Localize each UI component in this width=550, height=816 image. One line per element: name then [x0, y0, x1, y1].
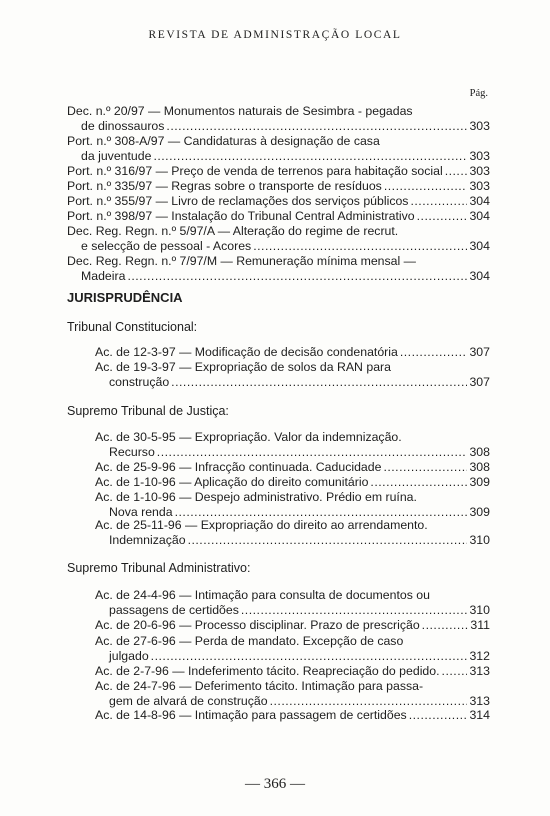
- entry-page-number: 313: [469, 694, 490, 708]
- entry-text: Port. n.º 308-A/97 — Candidaturas à designação de casa: [67, 134, 380, 148]
- dot-leader: [384, 179, 468, 194]
- page-number: — 366 —: [245, 776, 305, 792]
- entry-page-number: 314: [469, 708, 490, 722]
- entry-page-number: 303: [469, 164, 490, 178]
- entry-page-number: 310: [469, 603, 490, 617]
- dot-leader: [253, 239, 467, 254]
- entry-text: Ac. de 24-4-96 — Intimação para consulta de documentos ou: [95, 588, 430, 602]
- entry-text: construção: [109, 375, 170, 389]
- dot-leader: [270, 694, 468, 709]
- dot-leader: [442, 664, 468, 679]
- page-column-label: Pág.: [469, 88, 488, 99]
- dot-leader: [127, 269, 467, 284]
- entry-text: Dec. Reg. Regn. n.º 7/97/M — Remuneração mínima mensal —: [67, 254, 416, 268]
- dot-leader: [241, 603, 468, 618]
- section-title-jurisprudencia: JURISPRUDÊNCIA: [67, 290, 183, 305]
- entry-text: Ac. de 1-10-96 — Aplicação do direito comunitário: [95, 475, 369, 489]
- entry-page-number: 309: [469, 505, 490, 519]
- entry-text: julgado: [109, 649, 149, 663]
- dot-leader: [422, 618, 468, 633]
- dot-leader: [151, 649, 468, 664]
- entry-page-number: 310: [469, 533, 490, 547]
- ruling-entry: [95, 430, 490, 460]
- legislation-entry: [67, 104, 490, 134]
- entry-page-number: 303: [469, 179, 490, 193]
- entry-text: Ac. de 14-8-96 — Intimação para passagem de certidões: [95, 708, 407, 722]
- entry-text: Ac. de 25-9-96 — Infracção continuada. Caducidade: [95, 460, 382, 474]
- entry-text: Ac. de 30-5-95 — Expropriação. Valor da indemnização.: [95, 430, 402, 444]
- entry-text: Port. n.º 316/97 — Preço de venda de terrenos para habitação social: [67, 164, 443, 178]
- ruling-entry: [95, 475, 490, 490]
- entry-text: Dec. n.º 20/97 — Monumentos naturais de Sesimbra - pegadas: [67, 104, 413, 118]
- entry-text: Ac. de 27-6-96 — Perda de mandato. Excepção de caso: [95, 634, 404, 648]
- legislation-entry: [67, 179, 490, 194]
- dot-leader: [400, 345, 468, 360]
- court-name: Supremo Tribunal Administrativo:: [67, 561, 251, 575]
- entry-page-number: 304: [469, 209, 490, 223]
- ruling-entry: [95, 360, 490, 390]
- running-header: REVISTA DE ADMINISTRAÇÃO LOCAL: [148, 29, 402, 41]
- entry-text: Ac. de 19-3-97 — Expropriação de solos da RAN para: [95, 360, 391, 374]
- entry-text: Dec. Reg. Regn. n.º 5/97/A — Alteração do regime de recrut.: [67, 224, 399, 238]
- entry-page-number: 304: [469, 194, 490, 208]
- dot-leader: [417, 209, 468, 224]
- dot-leader: [171, 375, 467, 390]
- court-name: Supremo Tribunal de Justiça:: [67, 404, 229, 418]
- dot-leader: [445, 164, 468, 179]
- dot-leader: [188, 533, 468, 548]
- entry-text: Madeira: [81, 269, 126, 283]
- entry-page-number: 308: [469, 460, 490, 474]
- ruling-entry: [95, 664, 490, 679]
- entry-text: Port. n.º 398/97 — Instalação do Tribunal Central Administrativo: [67, 209, 415, 223]
- dot-leader: [409, 708, 468, 723]
- entry-page-number: 303: [469, 149, 490, 163]
- entry-page-number: 312: [469, 649, 490, 663]
- entry-page-number: 313: [469, 664, 490, 678]
- entry-text: Recurso: [109, 445, 155, 459]
- entry-text: passagens de certidões: [109, 603, 239, 617]
- ruling-entry: [95, 588, 490, 618]
- court-name: Tribunal Constitucional:: [67, 320, 198, 334]
- ruling-entry: [95, 708, 490, 723]
- entry-page-number: 309: [469, 475, 490, 489]
- ruling-entry: [95, 618, 490, 633]
- dot-leader: [410, 194, 467, 209]
- dot-leader: [383, 460, 467, 475]
- entry-page-number: 311: [470, 618, 490, 632]
- legislation-entry: [67, 224, 490, 254]
- ruling-entry: [95, 679, 490, 709]
- legislation-entry: [67, 209, 490, 224]
- entry-page-number: 303: [469, 119, 490, 133]
- legislation-entry: [67, 134, 490, 164]
- entry-text: Ac. de 2-7-96 — Indeferimento tácito. Reapreciação do pedido.: [95, 664, 440, 678]
- entry-text: da juventude: [81, 149, 152, 163]
- ruling-entry: [95, 345, 490, 360]
- dot-leader: [157, 445, 468, 460]
- entry-text: de dinossauros: [81, 119, 165, 133]
- entry-text: Ac. de 25-11-96 — Expropriação do direito ao arrendamento.: [95, 518, 428, 532]
- entry-page-number: 307: [469, 345, 490, 359]
- entry-text: Port. n.º 355/97 — Livro de reclamações dos serviços públicos: [67, 194, 409, 208]
- entry-text: e selecção de pessoal - Acores: [81, 239, 252, 253]
- entry-text: Ac. de 12-3-97 — Modificação de decisão condenatória: [95, 345, 398, 359]
- entry-page-number: 308: [469, 445, 490, 459]
- ruling-entry: [95, 460, 490, 475]
- dot-leader: [153, 149, 467, 164]
- legislation-entry: [67, 254, 490, 284]
- dot-leader: [370, 475, 467, 490]
- ruling-entry: [95, 518, 490, 548]
- entry-text: Nova renda: [109, 505, 173, 519]
- entry-text: Indemnização: [109, 533, 186, 547]
- entry-text: gem de alvará de construção: [109, 694, 268, 708]
- dot-leader: [166, 119, 467, 134]
- entry-page-number: 307: [469, 375, 490, 389]
- entry-text: Ac. de 1-10-96 — Despejo administrativo. Prédio em ruína.: [95, 490, 417, 504]
- entry-text: Ac. de 24-7-96 — Deferimento tácito. Intimação para passa-: [95, 679, 424, 693]
- legislation-entry: [67, 164, 490, 179]
- entry-page-number: 304: [469, 239, 490, 253]
- entry-text: Port. n.º 335/97 — Regras sobre o transporte de resíduos: [67, 179, 382, 193]
- entry-page-number: 304: [469, 269, 490, 283]
- legislation-entry: [67, 194, 490, 209]
- ruling-entry: [95, 490, 490, 520]
- ruling-entry: [95, 634, 490, 664]
- entry-text: Ac. de 20-6-96 — Processo disciplinar. Prazo de prescrição: [95, 618, 420, 632]
